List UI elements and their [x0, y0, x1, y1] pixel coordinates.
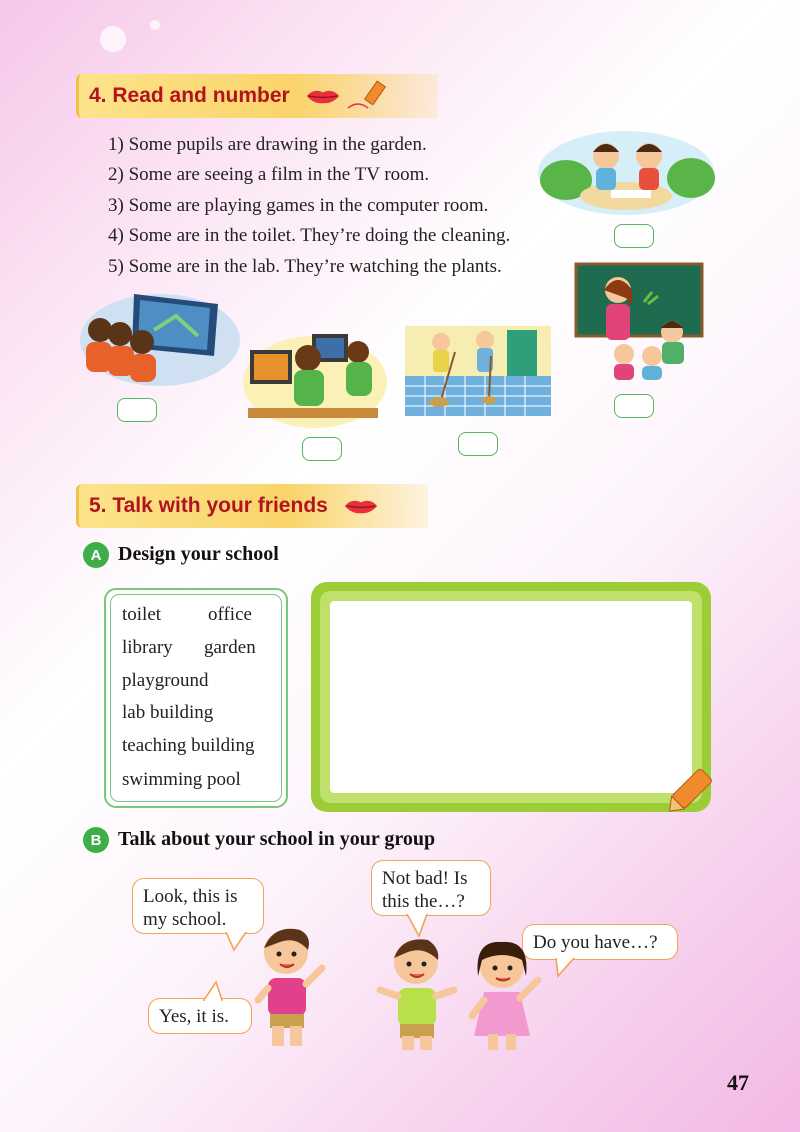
- answer-box-tv-room[interactable]: [117, 398, 157, 422]
- answer-box-toilet[interactable]: [458, 432, 498, 456]
- part-a-badge: A: [83, 542, 109, 568]
- answer-box-computer-room[interactable]: [302, 437, 342, 461]
- bubble-tail: [552, 958, 582, 980]
- answer-box-lab[interactable]: [614, 394, 654, 418]
- section-5-title: [76, 484, 428, 528]
- part-b-heading: Talk about your school in your group: [118, 828, 436, 850]
- section-5-title-text: 5. Talk with your friends: [89, 494, 328, 517]
- bubble-tail: [200, 980, 230, 1002]
- speech-bubble-boy2: [371, 860, 491, 916]
- bubble-boy1-line1: Look, this is: [143, 886, 238, 907]
- bubble-boy2-line1: Not bad! Is: [382, 868, 468, 889]
- boy-green-shirt-illustration: [370, 932, 462, 1050]
- word-toilet: toilet: [122, 604, 162, 625]
- tv-room-picture: [80, 290, 240, 386]
- computer-room-picture: [242, 324, 388, 428]
- boy-pink-shirt-illustration: [250, 922, 330, 1048]
- section-4-title: [76, 74, 438, 118]
- bokeh-decoration: [100, 26, 126, 52]
- bubble-boy2-line2: this the…?: [382, 891, 465, 912]
- girl-pink-dress-illustration: [464, 936, 550, 1050]
- word-teaching-building: teaching building: [122, 735, 255, 756]
- part-b-badge: B: [83, 827, 109, 853]
- speech-bubble-boy1: [132, 878, 264, 934]
- design-drawing-frame: [311, 582, 711, 812]
- bokeh-decoration: [752, 92, 782, 122]
- speech-bubble-reply: [148, 998, 252, 1034]
- word-garden: garden: [204, 637, 256, 658]
- pencil-icon: [344, 78, 392, 114]
- lab-plants-picture: [574, 262, 704, 382]
- sentence-2: 2) Some are seeing a film in the TV room.: [108, 164, 430, 186]
- sentence-1: 1) Some pupils are drawing in the garden.: [108, 134, 427, 155]
- word-office: office: [208, 604, 252, 625]
- lips-icon: [342, 497, 380, 515]
- bubble-boy1-line2: my school.: [143, 909, 227, 930]
- word-playground: playground: [122, 670, 209, 691]
- answer-box-garden[interactable]: [614, 224, 654, 248]
- sentence-list: [108, 130, 510, 282]
- bubble-girl-text: Do you have…?: [533, 932, 658, 953]
- bubble-reply-text: Yes, it is.: [159, 1006, 229, 1027]
- word-library: library: [122, 637, 173, 658]
- bokeh-decoration: [740, 60, 752, 72]
- sentence-3: 3) Some are playing games in the computer room.: [108, 194, 489, 216]
- sentence-4: 4) Some are in the toilet. They’re doing the cleaning.: [108, 225, 511, 247]
- garden-drawing-picture: [536, 118, 716, 218]
- section-4-title-text: 4. Read and number: [89, 84, 290, 107]
- toilet-cleaning-picture: [405, 326, 551, 416]
- word-swimming-pool: swimming pool: [122, 769, 241, 790]
- lips-icon: [304, 87, 342, 105]
- crayon-icon: [660, 762, 720, 822]
- sentence-5: 5) Some are in the lab. They’re watching the plants.: [108, 255, 502, 277]
- word-lab-building: lab building: [122, 702, 214, 723]
- page-number: 47: [727, 1070, 749, 1095]
- design-drawing-area[interactable]: [330, 601, 692, 793]
- bokeh-decoration: [150, 20, 160, 30]
- part-a-heading: Design your school: [118, 543, 279, 565]
